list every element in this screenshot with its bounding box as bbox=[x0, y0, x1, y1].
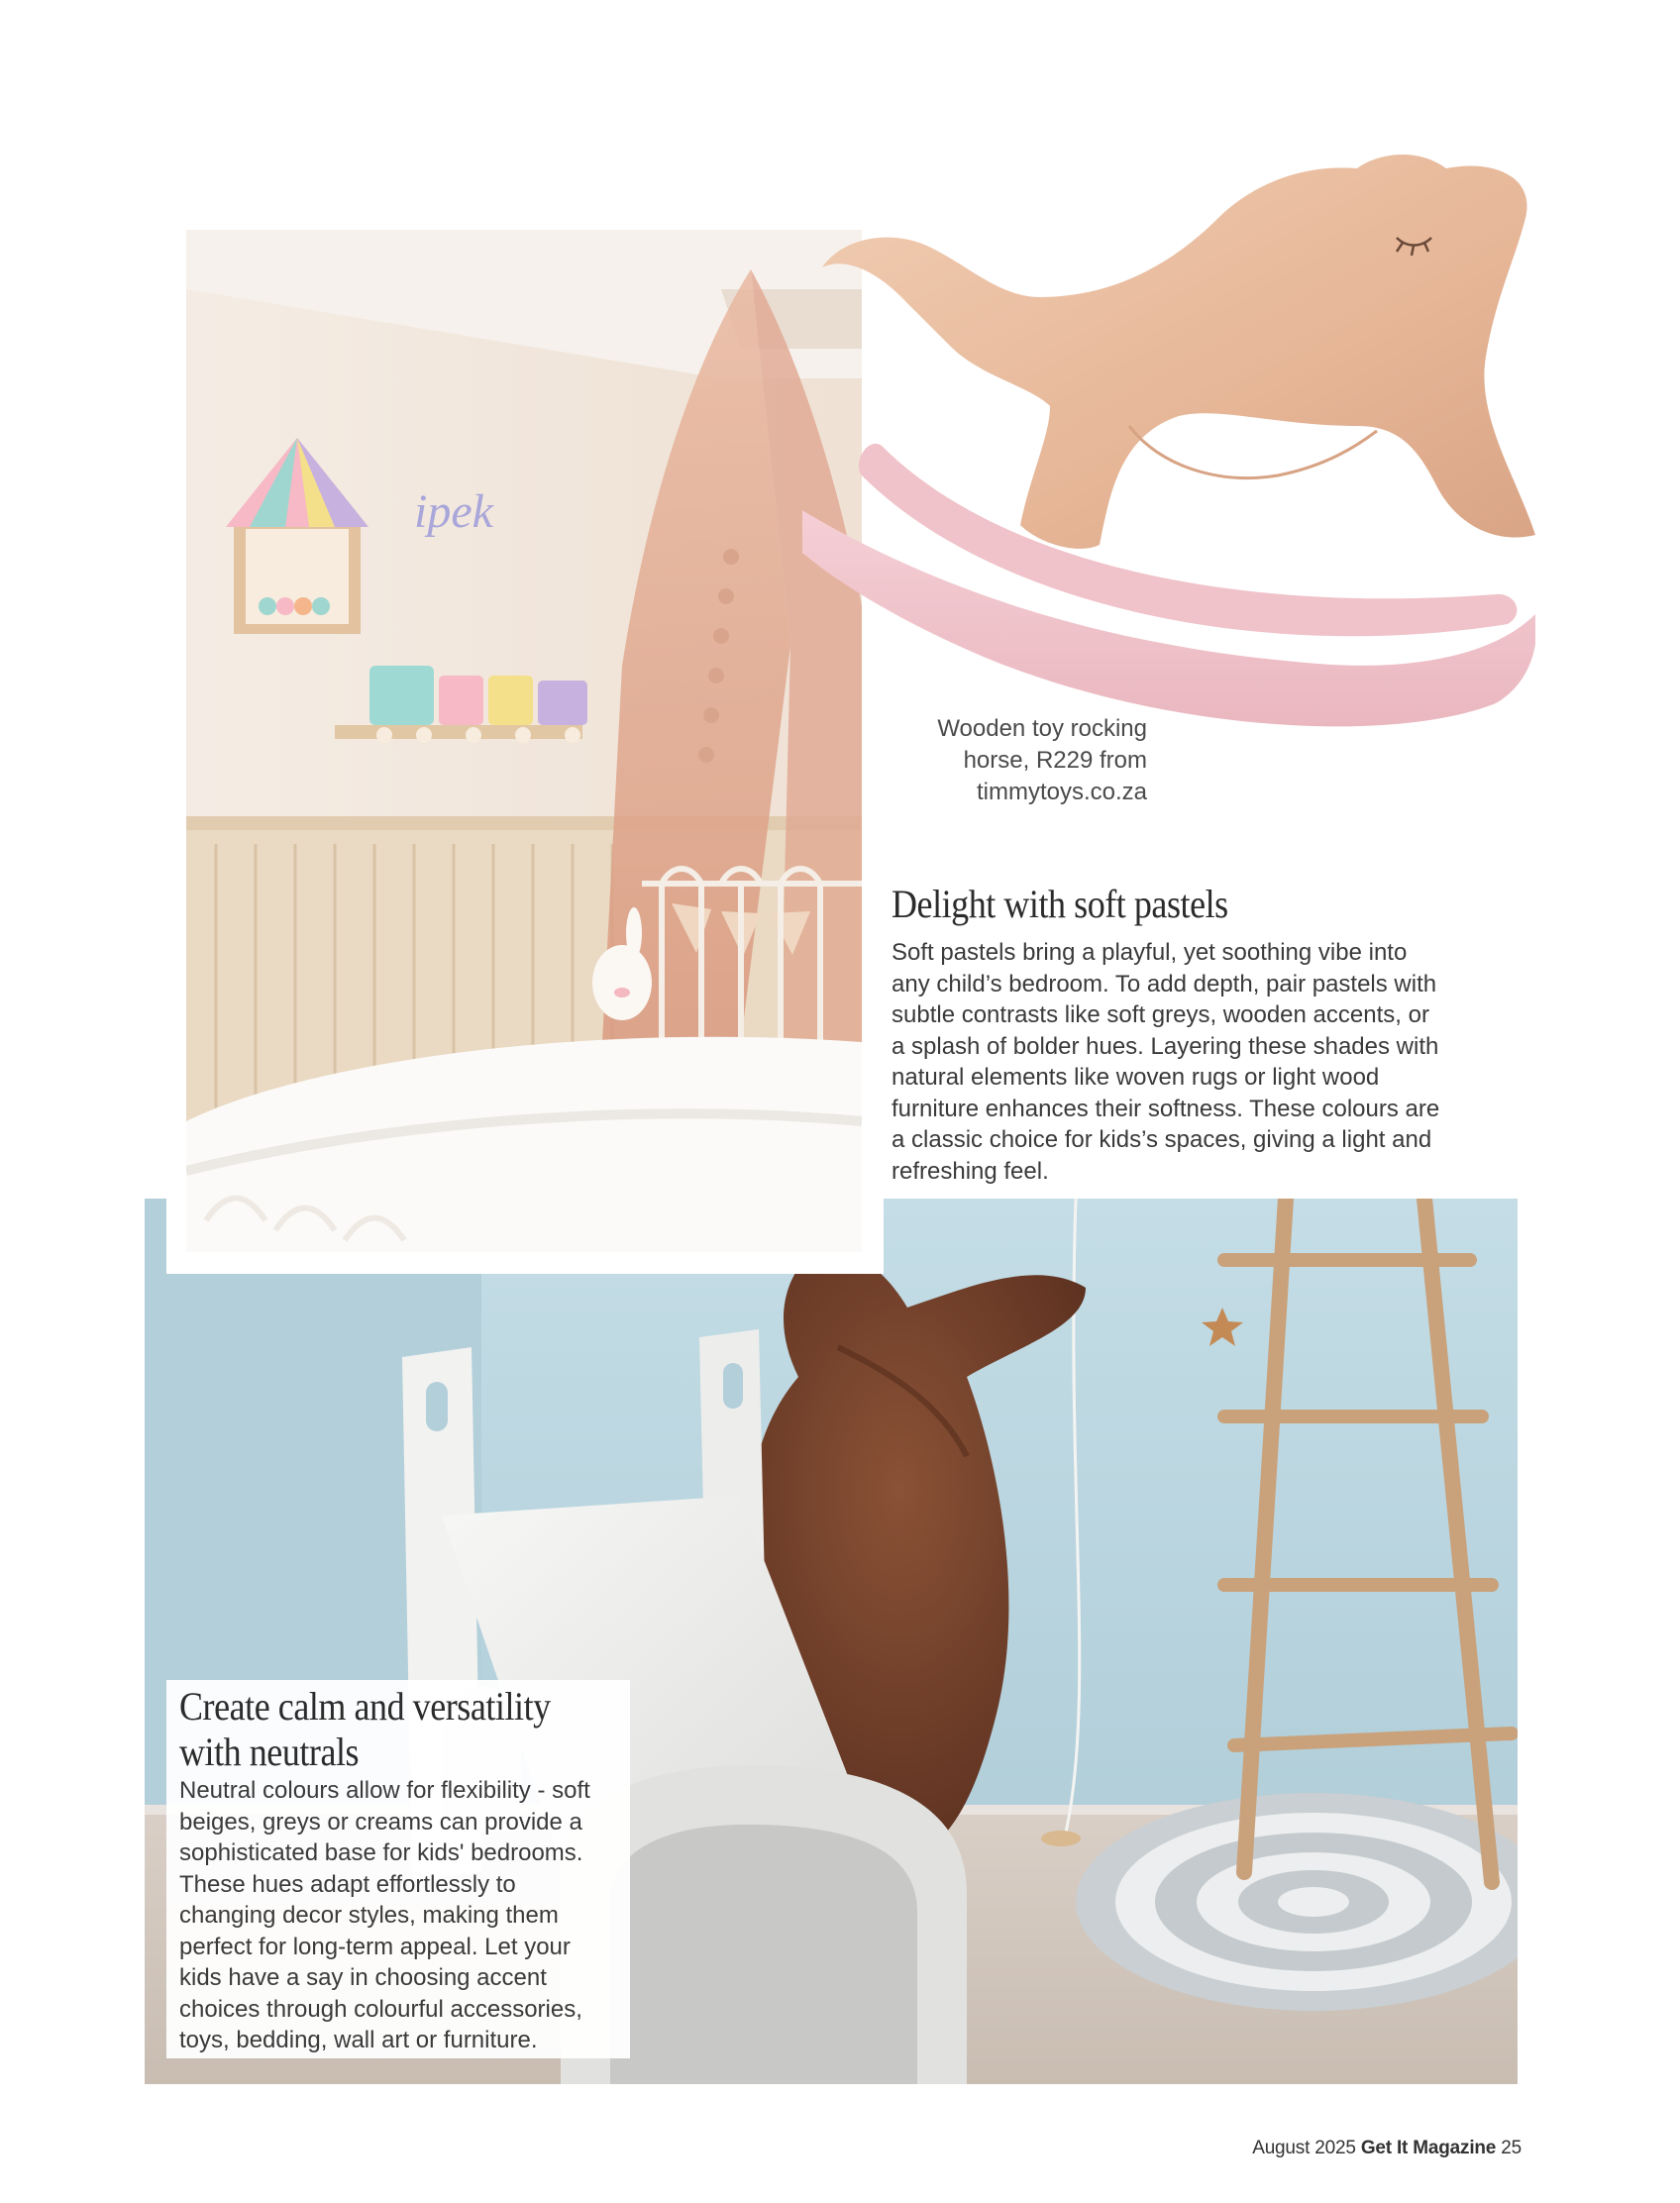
footer-magazine: Get It Magazine bbox=[1360, 2138, 1497, 2158]
footer-date: August 2025 bbox=[1252, 2138, 1356, 2158]
section-body bbox=[892, 937, 1486, 1187]
body-line: changing decor styles, making them bbox=[179, 1902, 559, 1929]
bedroom-photo bbox=[186, 230, 862, 1252]
body-line: a splash of bolder hues. Layering these shades with bbox=[892, 1032, 1439, 1060]
caption-line: timmytoys.co.za bbox=[976, 779, 1147, 805]
body-line: sophisticated base for kids' bedrooms. bbox=[179, 1839, 583, 1866]
body-line: subtle contrasts like soft greys, wooden accents, or bbox=[892, 1001, 1429, 1028]
product-caption bbox=[872, 713, 1147, 808]
body-line: furniture enhances their softness. These colours are bbox=[892, 1095, 1440, 1122]
caption-line: horse, R229 from bbox=[963, 747, 1147, 774]
body-line: beiges, greys or creams can provide a bbox=[179, 1808, 582, 1836]
section-neutrals bbox=[179, 1680, 625, 2056]
body-line: kids have a say in choosing accent bbox=[179, 1964, 547, 1991]
body-line: refreshing feel. bbox=[892, 1157, 1049, 1185]
name-sign: ipek bbox=[414, 485, 493, 538]
body-line: Soft pastels bring a playful, yet soothing vibe into bbox=[892, 939, 1408, 966]
page-number: 25 bbox=[1501, 2138, 1522, 2158]
section-pastels bbox=[892, 882, 1486, 1187]
body-line: a classic choice for kids’s spaces, giving a light and bbox=[892, 1126, 1432, 1153]
body-line: any child’s bedroom. To add depth, pair pastels with bbox=[892, 970, 1437, 997]
caption-line: Wooden toy rocking bbox=[937, 715, 1147, 742]
section-heading-line: Create calm and versatility bbox=[179, 1684, 551, 1729]
page-footer bbox=[1252, 2138, 1522, 2159]
body-line: choices through colourful accessories, bbox=[179, 1995, 582, 2023]
body-line: These hues adapt effortlessly to bbox=[179, 1870, 516, 1898]
section-heading: Delight with soft pastels bbox=[892, 882, 1228, 926]
section-heading-line: with neutrals bbox=[179, 1730, 360, 1774]
rocking-horse-photo bbox=[802, 149, 1535, 743]
section-body bbox=[179, 1775, 625, 2056]
body-line: natural elements like woven rugs or light wood bbox=[892, 1064, 1380, 1091]
body-line: toys, bedding, wall art or furniture. bbox=[179, 2027, 538, 2053]
body-line: Neutral colours allow for flexibility - soft bbox=[179, 1777, 590, 1804]
body-line: perfect for long-term appeal. Let your bbox=[179, 1933, 571, 1960]
